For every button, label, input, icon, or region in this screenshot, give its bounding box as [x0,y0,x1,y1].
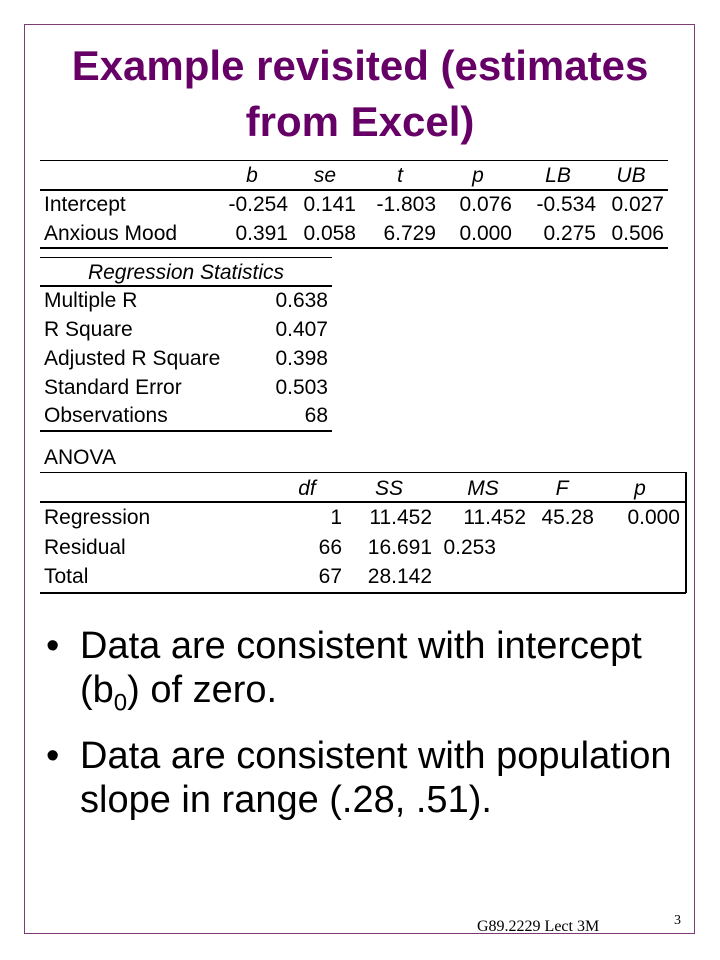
regstats-label: Adjusted R Square [44,347,221,370]
coef-cell: -0.254 [228,193,288,216]
footer-course: G89.2229 Lect 3M [477,918,600,935]
anova-header-f: F [555,477,569,500]
page-number: 3 [674,913,681,928]
bullet-dot-icon: • [46,734,60,777]
coef-header-p: p [472,164,484,187]
anova-cell: 67 [318,565,342,588]
anova-header-df: df [298,477,316,500]
coef-cell: 0.058 [303,222,356,245]
anova-right-rule [685,472,687,593]
coef-header-se: se [313,164,337,187]
anova-label: ANOVA [44,446,116,469]
anova-cell: 11.452 [369,506,432,529]
anova-cell: 0.253 [443,536,496,559]
anova-cell: 16.691 [367,536,432,559]
coef-row-label: Intercept [44,193,126,216]
regstats-header: Regression Statistics [87,261,285,284]
subscript-zero: 0 [113,689,128,717]
regstats-label: Standard Error [44,376,182,399]
coef-header-t: t [397,164,403,187]
regstats-value: 0.407 [275,318,328,341]
anova-row-label: Residual [44,536,126,559]
coef-cell: 0.275 [543,222,596,245]
coef-header-b: b [246,164,258,187]
coef-cell: 0.000 [459,222,512,245]
regstats-label: Multiple R [44,289,138,312]
regstats-value: 0.398 [275,347,328,370]
coef-cell: 0.391 [235,222,288,245]
anova-cell: 66 [318,536,342,559]
anova-row-label: Total [44,565,89,588]
coef-header-ub: UB [616,164,646,187]
regstats-value: 68 [304,404,328,427]
coef-cell: 0.141 [303,193,356,216]
anova-header-ss: SS [374,477,403,500]
anova-header-ms: MS [467,477,499,500]
bullet-text-part: ) of zero. [127,669,278,711]
regstats-label: Observations [44,404,168,427]
regstats-value: 0.503 [275,376,328,399]
bullet-text-part: Data are consistent with intercept (b [80,625,642,711]
bullet-dot-icon: • [46,625,60,667]
regstats-bottom-rule [40,430,332,432]
anova-cell: 0.000 [627,506,680,529]
coef-cell: 6.729 [383,222,436,245]
bullet-item [46,624,686,726]
anova-cell: 11.452 [463,506,526,529]
regstats-value: 0.638 [275,289,328,312]
coef-header-lb: LB [545,164,571,187]
coef-cell: 0.076 [459,193,512,216]
regstats-label: R Square [44,318,133,341]
anova-cell: 1 [330,506,342,529]
slide-title-line2: from Excel) [245,98,475,145]
anova-cell: 28.142 [367,565,432,588]
anova-bottom-rule [40,592,686,594]
anova-cell: 45.28 [541,506,594,529]
coef-cell: 0.027 [611,193,664,216]
bullet-item [46,734,686,822]
anova-header-p: p [634,477,646,500]
anova-top-rule [40,472,686,473]
slide-title-line1: Example revisited (estimates [71,42,649,89]
coef-cell: 0.506 [611,222,664,245]
bullet-text: Data are consistent with population slope in range (.28, .51). [80,734,672,821]
coef-cell: -1.803 [376,193,436,216]
coef-cell: -0.534 [536,193,596,216]
bullet-list [46,624,686,830]
coef-row-label: Anxious Mood [44,222,178,245]
anova-row-label: Regression [44,506,151,529]
